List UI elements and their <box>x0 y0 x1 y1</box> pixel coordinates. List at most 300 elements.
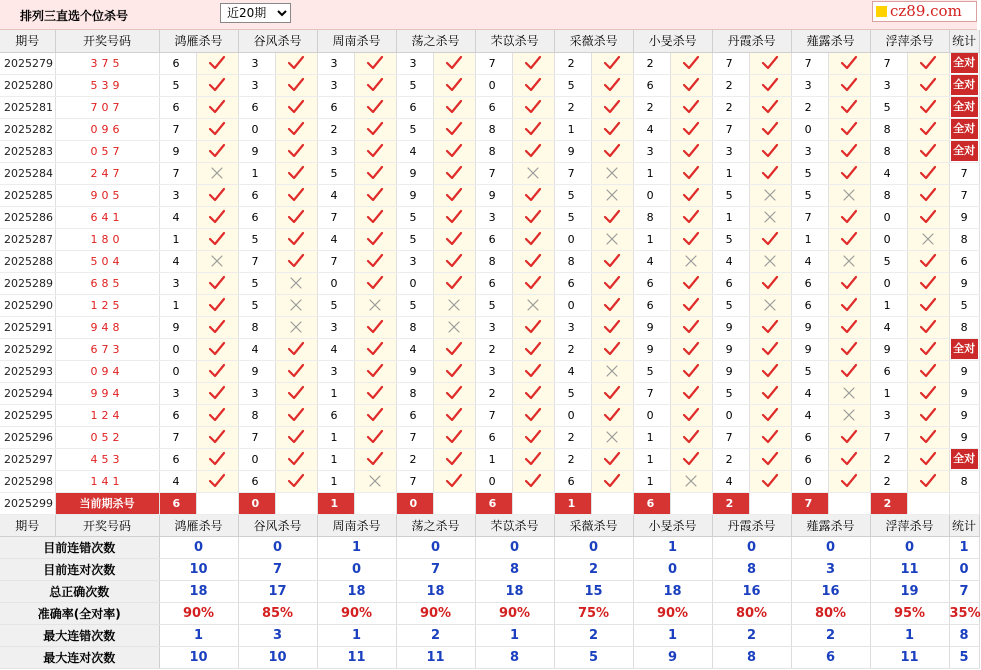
stats-value: 0 <box>238 537 317 559</box>
check-icon <box>275 96 317 118</box>
col-expert-header: 周南杀号 <box>317 30 396 52</box>
cross-icon <box>354 470 396 492</box>
kill-value: 7 <box>475 52 512 74</box>
table-row <box>0 294 979 316</box>
col-expert-header: 丹霞杀号 <box>712 30 791 52</box>
check-icon <box>670 426 712 448</box>
table-row <box>0 272 979 294</box>
issue-cell: 2025295 <box>0 404 55 426</box>
kill-value: 6 <box>159 448 196 470</box>
stats-value: 7 <box>238 559 317 581</box>
stats-value: 8 <box>712 559 791 581</box>
stats-value: 1 <box>159 625 238 647</box>
stats-value: 90% <box>159 603 238 625</box>
cross-icon <box>512 162 554 184</box>
stat-cell: 7 <box>949 184 979 206</box>
check-icon <box>670 404 712 426</box>
cross-icon <box>749 294 791 316</box>
stats-label: 目前连对次数 <box>0 559 159 581</box>
col-expert-header: 浮萍杀号 <box>870 30 949 52</box>
check-icon <box>354 250 396 272</box>
check-icon <box>512 228 554 250</box>
col-expert-header: 浮萍杀号 <box>870 515 949 537</box>
check-icon <box>433 184 475 206</box>
kill-value: 4 <box>317 228 354 250</box>
check-icon <box>433 228 475 250</box>
stat-cell: 8 <box>949 228 979 250</box>
stats-value: 2 <box>554 559 633 581</box>
check-icon <box>196 184 238 206</box>
check-icon <box>512 448 554 470</box>
check-icon <box>433 118 475 140</box>
kill-value: 3 <box>712 140 749 162</box>
numbers-cell: 125 <box>55 294 159 316</box>
check-icon <box>591 250 633 272</box>
stats-value: 3 <box>238 625 317 647</box>
check-icon <box>512 250 554 272</box>
stats-value: 8 <box>475 559 554 581</box>
cross-icon <box>354 294 396 316</box>
kill-value: 0 <box>159 360 196 382</box>
check-icon <box>591 338 633 360</box>
check-icon <box>670 206 712 228</box>
logo-square-icon <box>876 6 887 17</box>
stats-value: 5 <box>554 647 633 669</box>
stat-cell <box>949 118 979 140</box>
check-icon <box>907 338 949 360</box>
check-icon <box>749 316 791 338</box>
kill-value: 5 <box>633 360 670 382</box>
kill-value: 3 <box>317 360 354 382</box>
col-numbers-header: 开奖号码 <box>55 30 159 52</box>
check-icon <box>275 360 317 382</box>
kill-value: 3 <box>159 184 196 206</box>
issue-cell: 2025291 <box>0 316 55 338</box>
kill-value: 4 <box>633 118 670 140</box>
kill-value: 5 <box>712 184 749 206</box>
cross-icon <box>433 294 475 316</box>
check-icon <box>670 162 712 184</box>
col-stat-header: 统计 <box>949 30 979 52</box>
current-issue: 2025299 <box>0 492 55 514</box>
kill-value: 5 <box>712 382 749 404</box>
check-icon <box>196 52 238 74</box>
kill-value: 8 <box>475 140 512 162</box>
empty-cell <box>354 492 396 514</box>
kill-value: 9 <box>633 338 670 360</box>
predicted-kill: 7 <box>791 492 828 514</box>
predicted-kill: 2 <box>870 492 907 514</box>
stats-value: 1 <box>475 625 554 647</box>
kill-value: 2 <box>633 96 670 118</box>
kill-value: 7 <box>712 52 749 74</box>
check-icon <box>907 250 949 272</box>
kill-value: 5 <box>317 294 354 316</box>
check-icon <box>196 448 238 470</box>
stats-value: 1 <box>633 625 712 647</box>
check-icon <box>749 140 791 162</box>
kill-value: 8 <box>870 118 907 140</box>
stat-cell: 8 <box>949 470 979 492</box>
stats-total: 0 <box>949 559 979 581</box>
kill-value: 8 <box>554 250 591 272</box>
cross-icon <box>828 184 870 206</box>
kill-value: 9 <box>791 338 828 360</box>
kill-value: 0 <box>554 228 591 250</box>
check-icon <box>591 52 633 74</box>
check-icon <box>591 382 633 404</box>
kill-value: 7 <box>317 206 354 228</box>
check-icon <box>275 74 317 96</box>
check-icon <box>828 118 870 140</box>
check-icon <box>512 404 554 426</box>
kill-value: 2 <box>554 426 591 448</box>
check-icon <box>275 52 317 74</box>
kill-value: 9 <box>791 316 828 338</box>
stats-value: 0 <box>475 537 554 559</box>
stats-value: 18 <box>633 581 712 603</box>
kill-value: 4 <box>633 250 670 272</box>
stats-total: 35% <box>949 603 979 625</box>
kill-value: 6 <box>475 272 512 294</box>
kill-value: 5 <box>791 360 828 382</box>
kill-value: 3 <box>870 404 907 426</box>
cross-icon <box>591 228 633 250</box>
stat-cell: 9 <box>949 426 979 448</box>
check-icon <box>354 140 396 162</box>
stats-value: 10 <box>238 647 317 669</box>
numbers-cell: 707 <box>55 96 159 118</box>
stats-value: 18 <box>475 581 554 603</box>
kill-value: 4 <box>712 470 749 492</box>
stats-value: 11 <box>317 647 396 669</box>
stats-value: 0 <box>317 559 396 581</box>
current-row <box>0 492 979 514</box>
table-row <box>0 184 979 206</box>
top-bar <box>0 0 977 30</box>
kill-value: 8 <box>396 316 433 338</box>
cross-icon <box>749 250 791 272</box>
kill-value: 0 <box>475 74 512 96</box>
stats-value: 90% <box>396 603 475 625</box>
table-row <box>0 96 979 118</box>
kill-value: 2 <box>554 448 591 470</box>
site-logo[interactable] <box>872 1 977 22</box>
check-icon <box>828 162 870 184</box>
predicted-kill: 0 <box>238 492 275 514</box>
check-icon <box>670 272 712 294</box>
kill-value: 6 <box>238 470 275 492</box>
kill-value: 6 <box>791 426 828 448</box>
kill-value: 0 <box>791 470 828 492</box>
check-icon <box>670 228 712 250</box>
cross-icon <box>828 404 870 426</box>
kill-value: 7 <box>870 52 907 74</box>
stats-value: 85% <box>238 603 317 625</box>
stats-value: 16 <box>791 581 870 603</box>
table-row <box>0 118 979 140</box>
col-expert-header: 丹霞杀号 <box>712 515 791 537</box>
kill-value: 5 <box>238 228 275 250</box>
check-icon <box>749 382 791 404</box>
period-select[interactable] <box>220 3 291 23</box>
kill-value: 5 <box>870 96 907 118</box>
numbers-cell: 247 <box>55 162 159 184</box>
check-icon <box>907 118 949 140</box>
stat-cell: 8 <box>949 316 979 338</box>
table-row <box>0 360 979 382</box>
col-expert-header: 薤露杀号 <box>791 515 870 537</box>
stats-value: 10 <box>159 559 238 581</box>
current-label: 当前期杀号 <box>55 492 159 514</box>
kill-value: 3 <box>554 316 591 338</box>
cross-icon <box>591 360 633 382</box>
kill-value: 0 <box>159 338 196 360</box>
stats-value: 1 <box>870 625 949 647</box>
check-icon <box>354 206 396 228</box>
numbers-cell: 375 <box>55 52 159 74</box>
kill-value: 6 <box>870 360 907 382</box>
kill-value: 4 <box>396 338 433 360</box>
kill-value: 5 <box>396 228 433 250</box>
kill-value: 1 <box>238 162 275 184</box>
col-expert-header: 谷风杀号 <box>238 515 317 537</box>
kill-value: 6 <box>554 272 591 294</box>
check-icon <box>749 470 791 492</box>
issue-cell: 2025286 <box>0 206 55 228</box>
check-icon <box>354 360 396 382</box>
kill-value: 6 <box>554 470 591 492</box>
check-icon <box>433 96 475 118</box>
stats-value: 1 <box>317 537 396 559</box>
check-icon <box>907 96 949 118</box>
check-icon <box>749 118 791 140</box>
kill-value: 6 <box>791 272 828 294</box>
kill-value: 4 <box>791 382 828 404</box>
cross-icon <box>749 206 791 228</box>
logo-text: cz89.com <box>890 2 962 20</box>
check-icon <box>196 140 238 162</box>
kill-value: 3 <box>791 140 828 162</box>
stats-row <box>0 647 979 669</box>
check-icon <box>433 250 475 272</box>
check-icon <box>512 338 554 360</box>
check-icon <box>907 360 949 382</box>
col-expert-header: 小旻杀号 <box>633 30 712 52</box>
kill-value: 8 <box>475 118 512 140</box>
kill-value: 4 <box>554 360 591 382</box>
stats-value: 0 <box>633 559 712 581</box>
stats-value: 8 <box>475 647 554 669</box>
stats-value: 7 <box>396 559 475 581</box>
check-icon <box>433 382 475 404</box>
stat-cell: 9 <box>949 206 979 228</box>
stats-value: 3 <box>791 559 870 581</box>
issue-cell: 2025280 <box>0 74 55 96</box>
check-icon <box>591 118 633 140</box>
stats-value: 80% <box>712 603 791 625</box>
check-icon <box>354 162 396 184</box>
kill-value: 6 <box>238 184 275 206</box>
check-icon <box>907 316 949 338</box>
stats-value: 80% <box>791 603 870 625</box>
check-icon <box>670 448 712 470</box>
empty-cell <box>670 492 712 514</box>
empty-cell <box>512 492 554 514</box>
check-icon <box>591 470 633 492</box>
check-icon <box>828 74 870 96</box>
kill-value: 1 <box>870 294 907 316</box>
predicted-kill: 1 <box>317 492 354 514</box>
stat-cell: 9 <box>949 404 979 426</box>
kill-value: 1 <box>791 228 828 250</box>
check-icon <box>512 382 554 404</box>
check-icon <box>275 162 317 184</box>
numbers-cell: 685 <box>55 272 159 294</box>
stats-value: 90% <box>633 603 712 625</box>
stats-value: 0 <box>870 537 949 559</box>
kill-value: 1 <box>317 470 354 492</box>
col-expert-header: 采薇杀号 <box>554 515 633 537</box>
check-icon <box>670 382 712 404</box>
check-icon <box>670 338 712 360</box>
kill-value: 8 <box>870 140 907 162</box>
check-icon <box>196 404 238 426</box>
numbers-cell: 180 <box>55 228 159 250</box>
cross-icon <box>591 162 633 184</box>
stats-value: 9 <box>633 647 712 669</box>
check-icon <box>196 96 238 118</box>
check-icon <box>907 184 949 206</box>
kill-value: 5 <box>791 162 828 184</box>
kill-value: 6 <box>396 96 433 118</box>
kill-value: 5 <box>870 250 907 272</box>
stats-total: 7 <box>949 581 979 603</box>
numbers-cell: 453 <box>55 448 159 470</box>
check-icon <box>433 470 475 492</box>
check-icon <box>907 470 949 492</box>
check-icon <box>907 140 949 162</box>
check-icon <box>512 360 554 382</box>
kill-value: 1 <box>712 162 749 184</box>
check-icon <box>591 404 633 426</box>
predicted-kill: 2 <box>712 492 749 514</box>
kill-value: 1 <box>317 426 354 448</box>
kill-value: 4 <box>159 206 196 228</box>
stats-total: 5 <box>949 647 979 669</box>
cross-icon <box>907 228 949 250</box>
kill-value: 9 <box>396 162 433 184</box>
stats-row <box>0 537 979 559</box>
kill-value: 5 <box>554 74 591 96</box>
numbers-cell: 094 <box>55 360 159 382</box>
kill-value: 6 <box>633 272 670 294</box>
check-icon <box>196 74 238 96</box>
stat-cell: 6 <box>949 250 979 272</box>
kill-value: 7 <box>317 250 354 272</box>
kill-value: 2 <box>317 118 354 140</box>
table-row <box>0 250 979 272</box>
stats-value: 11 <box>870 559 949 581</box>
check-icon <box>512 118 554 140</box>
check-icon <box>275 448 317 470</box>
kill-value: 8 <box>238 404 275 426</box>
kill-value: 9 <box>238 140 275 162</box>
kill-value: 1 <box>317 382 354 404</box>
kill-value: 0 <box>238 448 275 470</box>
check-icon <box>512 316 554 338</box>
kill-value: 9 <box>633 316 670 338</box>
stats-value: 75% <box>554 603 633 625</box>
empty-cell <box>828 492 870 514</box>
kill-value: 6 <box>317 96 354 118</box>
issue-cell: 2025283 <box>0 140 55 162</box>
issue-cell: 2025281 <box>0 96 55 118</box>
check-icon <box>512 470 554 492</box>
check-icon <box>749 426 791 448</box>
check-icon <box>591 272 633 294</box>
check-icon <box>433 360 475 382</box>
kill-value: 6 <box>159 52 196 74</box>
kill-value: 3 <box>475 316 512 338</box>
kill-value: 2 <box>712 448 749 470</box>
issue-cell: 2025293 <box>0 360 55 382</box>
kill-value: 6 <box>238 96 275 118</box>
stats-row <box>0 603 979 625</box>
kill-value: 6 <box>159 96 196 118</box>
check-icon <box>275 206 317 228</box>
stats-value: 2 <box>791 625 870 647</box>
kill-value: 7 <box>159 118 196 140</box>
check-icon <box>512 140 554 162</box>
table-row <box>0 316 979 338</box>
check-icon <box>196 272 238 294</box>
check-icon <box>433 140 475 162</box>
kill-value: 0 <box>396 272 433 294</box>
check-icon <box>512 96 554 118</box>
table-row <box>0 448 979 470</box>
stats-value: 19 <box>870 581 949 603</box>
kill-value: 3 <box>317 140 354 162</box>
check-icon <box>354 74 396 96</box>
numbers-cell: 504 <box>55 250 159 272</box>
check-icon <box>275 140 317 162</box>
stat-cell <box>949 338 979 360</box>
check-icon <box>828 316 870 338</box>
kill-value: 6 <box>238 206 275 228</box>
kill-value: 4 <box>159 250 196 272</box>
kill-value: 3 <box>317 52 354 74</box>
issue-cell: 2025289 <box>0 272 55 294</box>
issue-cell: 2025282 <box>0 118 55 140</box>
kill-value: 6 <box>317 404 354 426</box>
check-icon <box>196 360 238 382</box>
check-icon <box>749 96 791 118</box>
cross-icon <box>196 162 238 184</box>
all-correct-badge: 全对 <box>951 449 978 469</box>
kill-value: 3 <box>870 74 907 96</box>
stats-value: 18 <box>317 581 396 603</box>
cross-icon <box>828 382 870 404</box>
stats-value: 90% <box>475 603 554 625</box>
check-icon <box>433 162 475 184</box>
kill-value: 2 <box>396 448 433 470</box>
kill-value: 9 <box>712 360 749 382</box>
check-icon <box>591 316 633 338</box>
kill-value: 8 <box>633 206 670 228</box>
cross-icon <box>275 316 317 338</box>
stat-cell <box>949 74 979 96</box>
